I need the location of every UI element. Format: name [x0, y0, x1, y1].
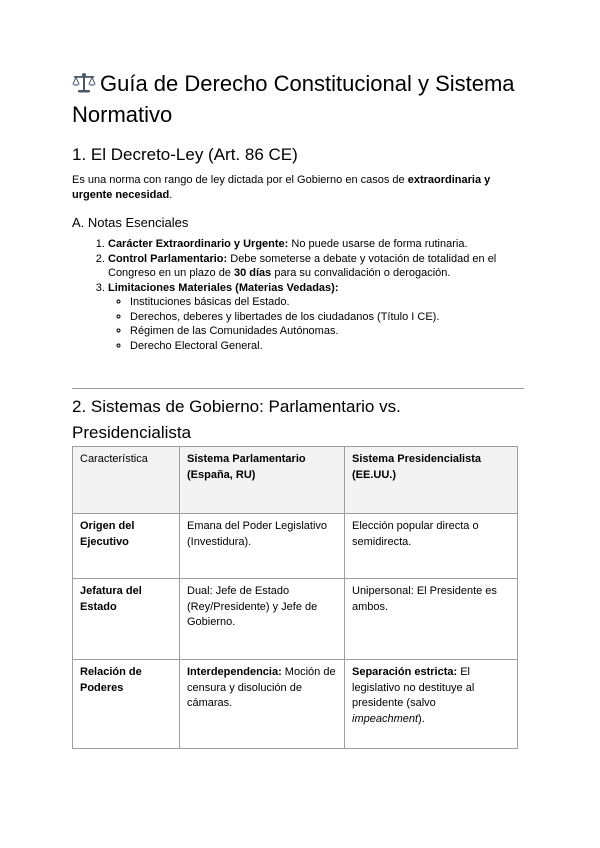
balance-scale-icon [72, 72, 96, 94]
horizontal-divider [72, 388, 524, 389]
table-header-cell: Sistema Parlamentario (España, RU) [180, 447, 345, 514]
table-row [73, 579, 518, 660]
list-item: ◦ Instituciones básicas del Estado. [130, 295, 524, 310]
materias-vedadas-list [108, 295, 524, 353]
subheading-notas-esenciales: A. Notas Esenciales [72, 215, 189, 230]
table-row-label: Origen del Ejecutivo [73, 514, 180, 579]
table-cell: Separación estricta: El legislativo no destituye al presidente (salvo impeachment). [345, 660, 518, 749]
table-cell: Unipersonal: El Presidente es ambos. [345, 579, 518, 660]
section-heading-sistemas-gobierno: 2. Sistemas de Gobierno: Parlamentario vs. Presidencialista [72, 397, 401, 442]
document-title-text: Guía de Derecho Constitucional y Sistema Normativo [72, 71, 515, 127]
table-row-label: Jefatura del Estado [73, 579, 180, 660]
table-cell: Interdependencia: Moción de censura y disolución de cámaras. [180, 660, 345, 749]
list-item: ◦ Derecho Electoral General. [130, 339, 524, 354]
table-header-cell: Sistema Presidencialista (EE.UU.) [345, 447, 518, 514]
list-item: 3. Limitaciones Materiales (Materias Vedadas): ◦ Instituciones básicas del Estado. ◦ Derechos, deberes y libertades de los ciudadanos (Título I CE). ◦ Régimen de las Comunidades Autónomas. ◦ Derecho Electoral General. [108, 281, 524, 354]
list-item: 1. Carácter Extraordinario y Urgente: No puede usarse de forma rutinaria. [108, 237, 524, 252]
list-item: 2. Control Parlamentario: Debe someterse a debate y votación de totalidad en el Congreso en un plazo de 30 días para su convalidación o derogación. [108, 252, 524, 281]
document-page [72, 68, 524, 725]
table-cell: Elección popular directa o semidirecta. [345, 514, 518, 579]
comparison-table [72, 446, 518, 749]
table-row [73, 660, 518, 749]
table-header-row [73, 447, 518, 514]
table-cell: Emana del Poder Legislativo (Investidura). [180, 514, 345, 579]
list-item: ◦ Derechos, deberes y libertades de los ciudadanos (Título I CE). [130, 310, 524, 325]
notes-list [72, 237, 524, 353]
document-title [72, 68, 524, 130]
table-row [73, 514, 518, 579]
section-heading-decreto-ley: 1. El Decreto-Ley (Art. 86 CE) [72, 145, 298, 164]
table-header-cell: Característica [73, 447, 180, 514]
table-row-label: Relación de Poderes [73, 660, 180, 749]
table-cell: Dual: Jefe de Estado (Rey/Presidente) y Jefe de Gobierno. [180, 579, 345, 660]
list-item: ◦ Régimen de las Comunidades Autónomas. [130, 324, 524, 339]
decreto-ley-definition: Es una norma con rango de ley dictada por el Gobierno en casos de extraordinaria y urgente necesidad. [72, 174, 491, 201]
